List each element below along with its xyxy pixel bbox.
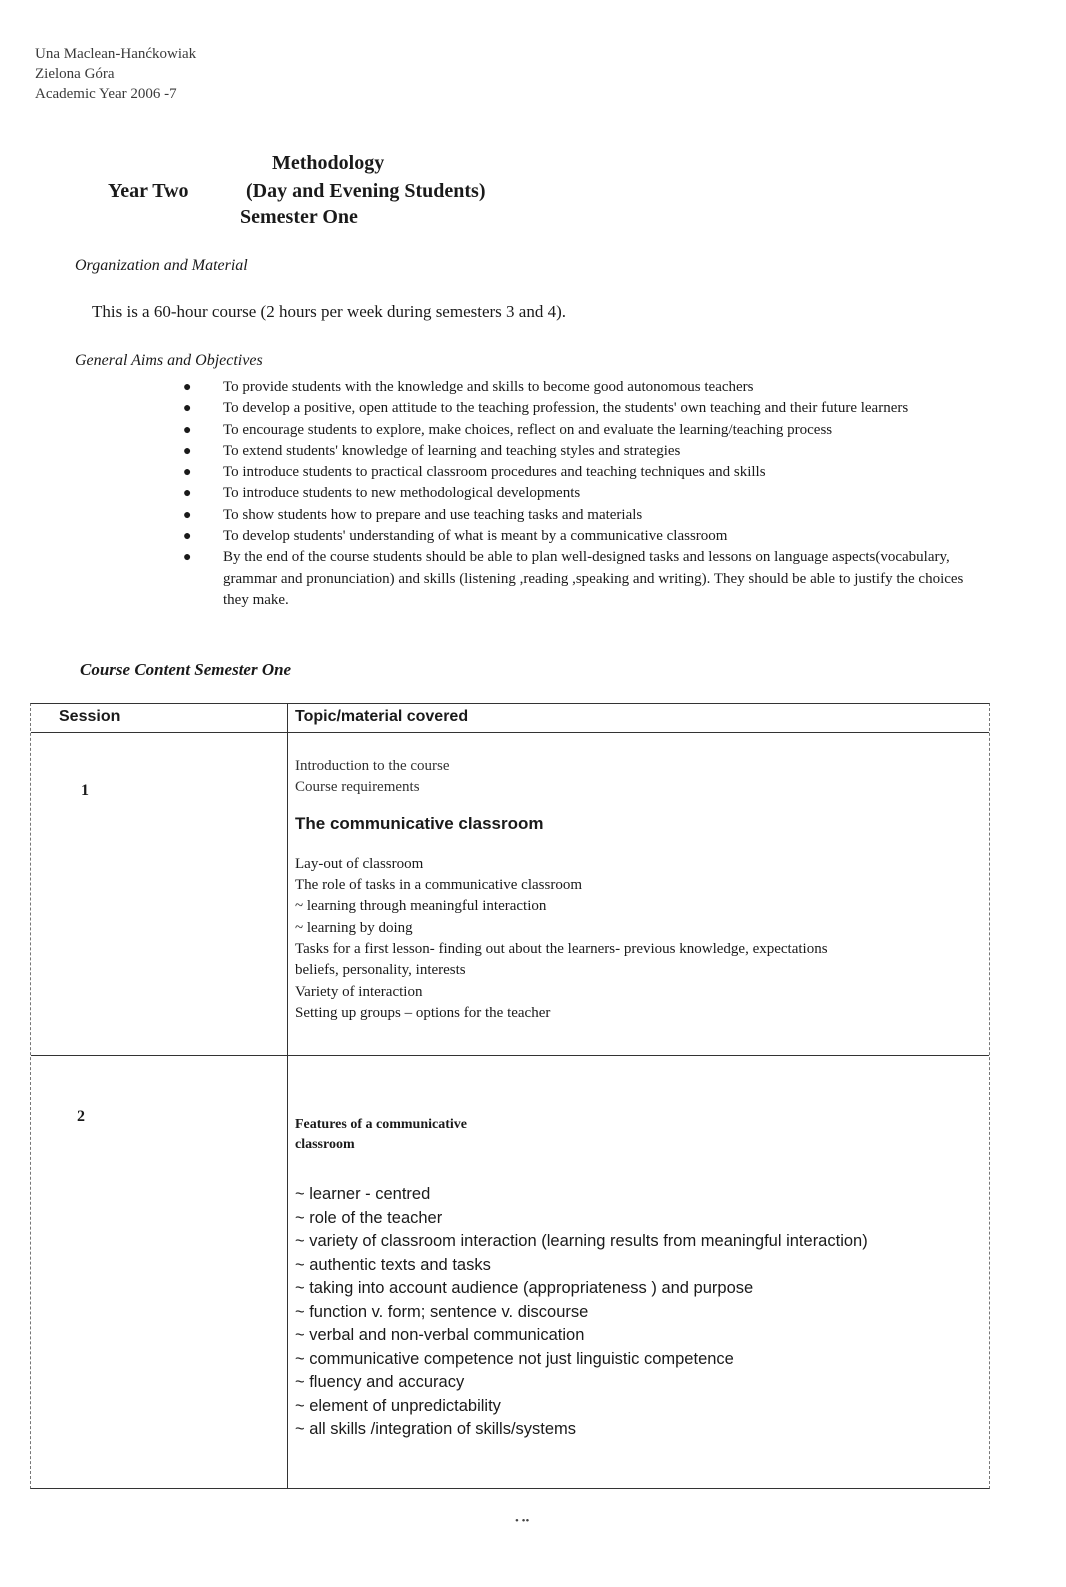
session-heading-line: Features of a communicative xyxy=(295,1117,467,1132)
organization-text: This is a 60-hour course (2 hours per week during semesters 3 and 4). xyxy=(92,302,566,321)
bullet-icon: ● xyxy=(183,465,192,481)
topic-line: ~ taking into account audience (appropriateness ) and purpose xyxy=(295,1279,754,1297)
topic-line: ~ learning by doing xyxy=(295,919,413,936)
aims-list xyxy=(183,377,983,611)
list-item: ● By the end of the course students should be able to plan well-designed tasks and lessons on language aspects(vocabulary, grammar and pronunciation) and skills (listening ,reading ,speaking and writing). They should be able to justify the choices they make. xyxy=(183,549,964,608)
bullet-icon: ● xyxy=(183,443,192,459)
title-semester: Semester One xyxy=(240,206,358,228)
page-mark: • •• xyxy=(515,1515,530,1527)
title-students: (Day and Evening Students) xyxy=(246,180,486,202)
author-name: Una Maclean-Hanćkowiak xyxy=(35,46,197,62)
bullet-icon: ● xyxy=(183,422,192,438)
topic-line: ~ authentic texts and tasks xyxy=(295,1255,491,1274)
column-divider xyxy=(287,704,288,1488)
session-number: 1 xyxy=(81,782,89,799)
session-heading: The communicative classroom xyxy=(295,813,544,833)
bullet-icon: ● xyxy=(183,486,192,502)
list-item: ● To provide students with the knowledge and skills to become good autonomous teachers xyxy=(183,377,983,398)
bullet-icon: ● xyxy=(183,507,192,523)
session-2-topics xyxy=(295,1115,985,1442)
bullet-icon: ● xyxy=(183,529,192,545)
topic-line: ~ communicative competence not just linguistic competence xyxy=(295,1349,734,1368)
column-header-topic: Topic/material covered xyxy=(295,708,469,725)
list-item: ● To introduce students to new methodological developments xyxy=(183,483,983,504)
session-heading xyxy=(295,1115,985,1155)
topic-line: ~ learning through meaningful interaction xyxy=(295,898,547,915)
session-intro-line: Introduction to the course xyxy=(295,758,450,774)
topic-line: ~ verbal and non-verbal communication xyxy=(295,1326,585,1344)
list-item: ● To introduce students to practical classroom procedures and teaching techniques and skills xyxy=(183,462,983,483)
author-location: Zielona Góra xyxy=(35,66,115,82)
topic-line: Lay-out of classroom xyxy=(295,855,424,872)
topic-line: ~ function v. form; sentence v. discourse xyxy=(295,1302,589,1321)
list-item: ● To extend students' knowledge of learning and teaching styles and strategies xyxy=(183,441,983,462)
topic-line: beliefs, personality, interests xyxy=(295,962,466,979)
list-item: ● To encourage students to explore, make choices, reflect on and evaluate the learning/teaching process xyxy=(183,420,983,441)
aims-heading: General Aims and Objectives xyxy=(75,352,263,369)
topic-line: ~ all skills /integration of skills/systems xyxy=(295,1420,577,1438)
organization-heading: Organization and Material xyxy=(75,257,248,274)
academic-year: Academic Year 2006 -7 xyxy=(35,86,177,102)
topic-line: ~ variety of classroom interaction (learning results from meaningful interaction) xyxy=(295,1232,868,1250)
topic-line: ~ element of unpredictability xyxy=(295,1396,501,1415)
topic-line: The role of tasks in a communicative classroom xyxy=(295,877,582,894)
bullet-icon: ● xyxy=(183,380,192,395)
list-item: ● To develop a positive, open attitude to the teaching profession, the students' own teaching and their future learners xyxy=(183,398,983,419)
column-header-session: Session xyxy=(59,708,121,725)
topic-line: ~ role of the teacher xyxy=(295,1208,443,1227)
session-heading-line: classroom xyxy=(295,1137,355,1152)
author-block xyxy=(35,44,196,104)
session-1-topics xyxy=(295,756,985,1024)
session-number: 2 xyxy=(77,1108,85,1125)
session-2-items xyxy=(295,1183,985,1442)
session-intro-line: Course requirements xyxy=(295,779,420,796)
title-methodology: Methodology xyxy=(272,152,385,174)
topic-line: Tasks for a first lesson- finding out about the learners- previous knowledge, expectations xyxy=(295,941,828,958)
bullet-icon: ● xyxy=(183,550,192,566)
header-divider xyxy=(31,732,989,733)
course-content-heading: Course Content Semester One xyxy=(80,660,292,679)
row-divider xyxy=(31,1055,989,1056)
topic-line: ~ fluency and accuracy xyxy=(295,1373,465,1391)
topic-line: ~ learner - centred xyxy=(295,1185,431,1203)
title-year: Year Two xyxy=(108,180,189,202)
bullet-icon: ● xyxy=(183,401,192,417)
list-item: ● To show students how to prepare and use teaching tasks and materials xyxy=(183,505,983,526)
topic-line: Variety of interaction xyxy=(295,983,423,1000)
course-content-table xyxy=(30,703,990,1489)
list-item: ● To develop students' understanding of what is meant by a communicative classroom xyxy=(183,526,983,547)
topic-line: Setting up groups – options for the teacher xyxy=(295,1004,551,1021)
